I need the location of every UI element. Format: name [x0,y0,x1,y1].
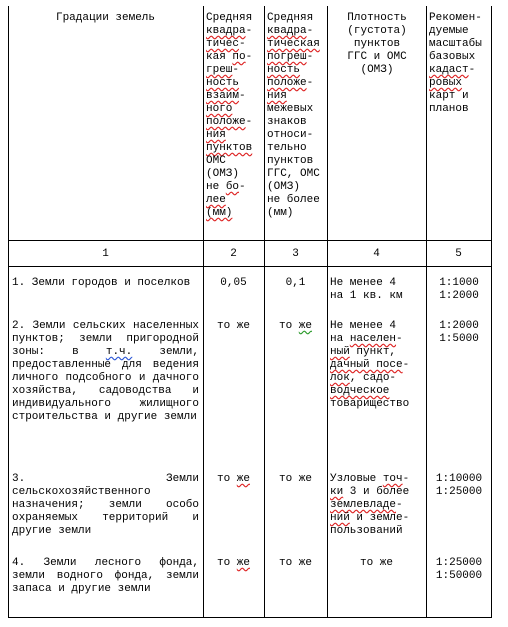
row-3-category: 3. Земли сельскохозяйственного назначения; земли особо охраняемых территорий и другие земли [12,473,199,537]
row-1-density: Не менее 4 на 1 кв. км [330,277,403,302]
row-4-density: то же [359,557,393,569]
row-1-error-mutual: 0,05 [220,277,247,289]
col-border-left [8,6,9,618]
header-scales: Рекомен- дуемые масштабы базовых кадаст- ровых карт и планов [429,12,482,115]
col-number-2: 2 [230,248,237,260]
col-border-2 [264,6,265,618]
row-4-category: 4. Земли лесного фонда, земли водного фонда, земли запаса и другие земли [12,557,199,595]
row-4-error-mutual: то же [216,557,250,569]
row-2-scales: 1:2000 1:5000 [439,320,479,345]
col-border-4 [426,6,427,618]
row-1-category: 1. Земли городов и поселков [12,277,191,289]
col-border-right [491,6,492,618]
col-border-3 [327,6,328,618]
row-border-header [8,240,492,241]
row-3-scales: 1:10000 1:25000 [435,473,483,498]
row-1-error-marks: 0,1 [285,277,306,289]
header-density: Плотность (густота) пунктов ГГС и ОМС (ОМЗ) [347,12,407,76]
row-border-bottom [8,617,492,618]
col-number-1: 1 [102,248,109,260]
header-error-marks: Средняя квадра- тическая погреш- ность положе- ния межевых знаков относи- тельно пунктов ГГС, ОМС (ОМЗ) не более (мм) [267,12,320,219]
row-2-density: Не менее 4 на населен- ный пункт, дачный посе- лок, садо- водческое товарищество [330,320,410,410]
row-1-scales: 1:1000 1:2000 [439,277,479,302]
row-2-error-marks: то же [278,320,312,332]
row-3-error-marks: то же [278,473,312,485]
row-4-error-marks: то же [278,557,312,569]
row-2-error-mutual: то же [216,320,250,332]
row-4-scales: 1:25000 1:50000 [435,557,483,582]
row-3-error-mutual: то же [216,473,250,485]
col-number-4: 4 [373,248,380,260]
row-2-category: 2. Земли сельских населенных пунктов; земли пригородной зоны: в т.ч. земли, предоставленные для ведения личного подсобного и дачного хозяйства, садоводства и индивидуального жилищного строительства и другие земли [12,320,199,423]
row-border-numbers [8,266,492,267]
col-border-1 [203,6,204,618]
row-3-density: Узловые точ- ки 3 и более землевладе- ний и земле- пользований [330,473,410,537]
header-gradation: Градации земель [55,12,156,24]
col-number-3: 3 [292,248,299,260]
header-error-mutual: Средняя квадра- тичес- кая по- греш- ность взаим- ного положе- ния пунктов ОМС (ОМЗ) не бо- лее (мм) [206,12,253,219]
col-number-5: 5 [455,248,462,260]
